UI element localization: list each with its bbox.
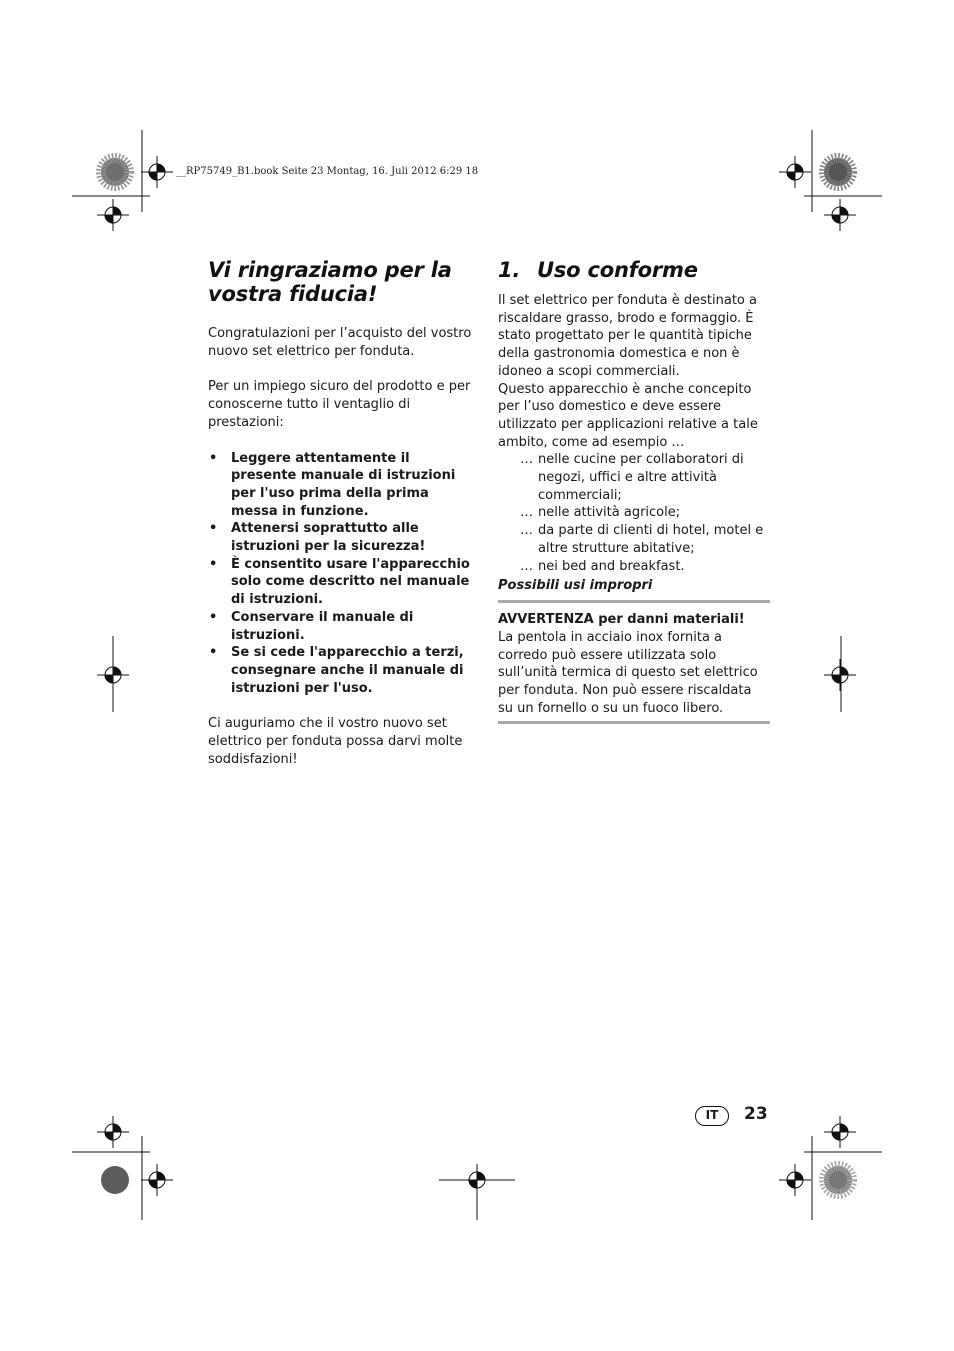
- section-heading: [498, 258, 774, 282]
- warning-box: [498, 600, 770, 724]
- list-item: … nelle cucine per collaboratori di negozi, uffici e altre attività commerciali;: [520, 452, 744, 503]
- right-column: [498, 258, 774, 724]
- safety-bullet-list: [208, 450, 484, 698]
- closing-paragraph: Ci auguriamo che il vostro nuovo set elettrico per fonduta possa darvi molte soddisfazioni!: [208, 716, 463, 767]
- bullet-icon: •: [209, 645, 218, 661]
- list-item: • È consentito usare l'apparecchio solo come descritto nel manuale di istruzioni.: [209, 556, 470, 608]
- page-title: Vi ringraziamo per la vostra fiducia!: [208, 258, 452, 306]
- warning-title: AVVERTENZA per danni materiali!: [498, 612, 745, 628]
- intro-paragraph-2: Per un impiego sicuro del prodotto e per conoscerne tutto il ventaglio di prestazioni:: [208, 379, 471, 430]
- left-column: [208, 258, 484, 768]
- list-item: … nei bed and breakfast.: [520, 558, 685, 574]
- page-number: 23: [744, 1104, 768, 1124]
- section-number: 1.: [498, 258, 521, 282]
- bullet-icon: •: [209, 450, 218, 466]
- list-item: … nelle attività agricole;: [520, 505, 681, 521]
- bullet-icon: •: [209, 609, 218, 625]
- list-item: • Leggere attentamente il presente manuale di istruzioni per l'uso prima della prima messa in funzione.: [209, 450, 456, 519]
- list-item: • Attenersi soprattutto alle istruzioni per la sicurezza!: [209, 521, 426, 555]
- intended-use-paragraph-1: Il set elettrico per fonduta è destinato a riscaldare grasso, brodo e formaggio. È stato progettato per le quantità tipiche della gastronomia domestica e non è idoneo a scopi commerciali.: [498, 293, 757, 379]
- list-item: • Se si cede l'apparecchio a terzi, consegnare anche il manuale di istruzioni per l'uso.: [209, 645, 464, 696]
- file-header: __RP75749_B1.book Seite 23 Montag, 16. Juli 2012 6:29 18: [176, 166, 479, 177]
- bullet-icon: •: [209, 556, 218, 572]
- example-list: [498, 451, 774, 575]
- intro-paragraph-1: Congratulazioni per l’acquisto del vostro nuovo set elettrico per fonduta.: [208, 326, 472, 359]
- section-title: Uso conforme: [537, 258, 698, 282]
- warning-text: La pentola in acciaio inox fornita a corredo può essere utilizzata solo sull’unità termica di questo set elettrico per fonduta. Non può essere riscaldata su un fornello o su un fuoco libero.: [498, 629, 758, 716]
- language-badge: IT: [695, 1106, 729, 1126]
- bullet-icon: •: [209, 521, 218, 537]
- list-item: • Conservare il manuale di istruzioni.: [209, 609, 414, 643]
- list-item: … da parte di clienti di hotel, motel e altre strutture abitative;: [520, 523, 764, 556]
- intended-use-paragraph-2: Questo apparecchio è anche concepito per l’uso domestico e deve essere utilizzato per applicazioni relative a tale ambito, come ad esempio …: [498, 381, 758, 450]
- misuse-subheading: Possibili usi impropri: [498, 578, 653, 594]
